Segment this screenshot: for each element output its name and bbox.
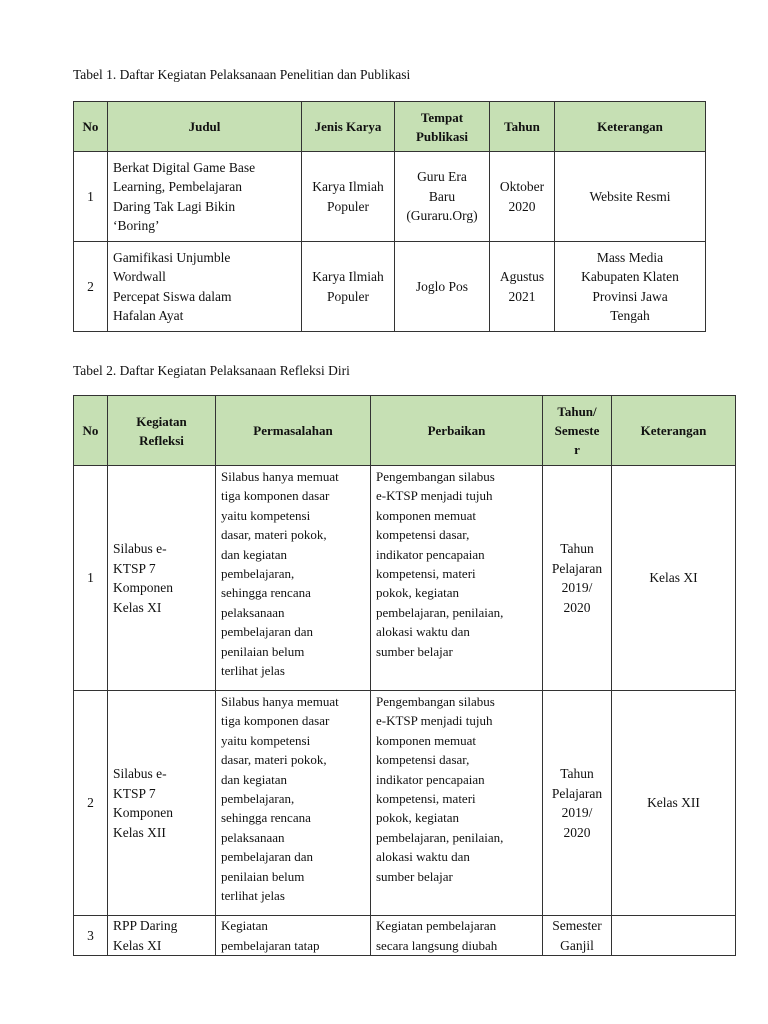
cell-perbaikan: Pengembangan silabus e-KTSP menjadi tujuh komponen memuat kompetensi dasar, indikator pencapaian kompetensi, materi pokok, kegiatan pembelajaran, penilaian, alokasi waktu dan sumber belajar: [371, 691, 543, 916]
header-tahun: Tahun: [490, 102, 555, 152]
cell-no: 2: [74, 242, 108, 332]
table1-header-row: [74, 102, 706, 152]
table-row: [74, 466, 736, 691]
table-row: [74, 242, 706, 332]
header-judul: Judul: [108, 102, 302, 152]
table2-header-row: [74, 396, 736, 466]
cell-kegiatan-refleksi: RPP Daring Kelas XI: [108, 916, 216, 956]
cell-judul: Berkat Digital Game Base Learning, Pembelajaran Daring Tak Lagi Bikin ‘Boring’: [108, 152, 302, 242]
cell-no: 3: [74, 916, 108, 956]
cell-jenis-karya: Karya Ilmiah Populer: [302, 152, 395, 242]
table-row: [74, 691, 736, 916]
header-no: No: [74, 396, 108, 466]
table-refleksi-diri: [73, 395, 736, 956]
cell-no: 2: [74, 691, 108, 916]
cell-tahun-semester: Semester Ganjil: [543, 916, 612, 956]
table-penelitian-publikasi: [73, 101, 706, 332]
header-perbaikan: Perbaikan: [371, 396, 543, 466]
header-jenis-karya: Jenis Karya: [302, 102, 395, 152]
cell-permasalahan: Kegiatan pembelajaran tatap: [216, 916, 371, 956]
table2-caption: Tabel 2. Daftar Kegiatan Pelaksanaan Refleksi Diri: [73, 363, 350, 378]
header-kegiatan-refleksi: Kegiatan Refleksi: [108, 396, 216, 466]
cell-permasalahan: Silabus hanya memuat tiga komponen dasar yaitu kompetensi dasar, materi pokok, dan kegiatan pembelajaran, sehingga rencana pelaksanaan pembelajaran dan penilaian belum terlihat jelas: [216, 466, 371, 691]
cell-perbaikan: Pengembangan silabus e-KTSP menjadi tujuh komponen memuat kompetensi dasar, indikator pencapaian kompetensi, materi pokok, kegiatan pembelajaran, penilaian, alokasi waktu dan sumber belajar: [371, 466, 543, 691]
header-keterangan: Keterangan: [612, 396, 736, 466]
cell-no: 1: [74, 152, 108, 242]
cell-keterangan: Kelas XI: [612, 466, 736, 691]
table1-caption: Tabel 1. Daftar Kegiatan Pelaksanaan Penelitian dan Publikasi: [73, 67, 411, 82]
cell-judul: Gamifikasi Unjumble Wordwall Percepat Siswa dalam Hafalan Ayat: [108, 242, 302, 332]
table-row: [74, 916, 736, 956]
cell-tempat-publikasi: Guru Era Baru (Guraru.Org): [395, 152, 490, 242]
cell-tahun-semester: Tahun Pelajaran 2019/ 2020: [543, 466, 612, 691]
cell-tempat-publikasi: Joglo Pos: [395, 242, 490, 332]
cell-perbaikan: Kegiatan pembelajaran secara langsung diubah: [371, 916, 543, 956]
cell-keterangan: Kelas XII: [612, 691, 736, 916]
table-row: [74, 152, 706, 242]
cell-tahun: Oktober 2020: [490, 152, 555, 242]
header-tempat-publikasi: Tempat Publikasi: [395, 102, 490, 152]
header-permasalahan: Permasalahan: [216, 396, 371, 466]
cell-tahun: Agustus 2021: [490, 242, 555, 332]
cell-kegiatan-refleksi: Silabus e- KTSP 7 Komponen Kelas XI: [108, 466, 216, 691]
header-tahun-semester: Tahun/ Semeste r: [543, 396, 612, 466]
cell-keterangan: Website Resmi: [555, 152, 706, 242]
cell-permasalahan: Silabus hanya memuat tiga komponen dasar yaitu kompetensi dasar, materi pokok, dan kegiatan pembelajaran, sehingga rencana pelaksanaan pembelajaran dan penilaian belum terlihat jelas: [216, 691, 371, 916]
cell-keterangan: Mass Media Kabupaten Klaten Provinsi Jawa Tengah: [555, 242, 706, 332]
cell-keterangan: [612, 916, 736, 956]
cell-jenis-karya: Karya Ilmiah Populer: [302, 242, 395, 332]
cell-kegiatan-refleksi: Silabus e- KTSP 7 Komponen Kelas XII: [108, 691, 216, 916]
cell-tahun-semester: Tahun Pelajaran 2019/ 2020: [543, 691, 612, 916]
cell-no: 1: [74, 466, 108, 691]
header-keterangan: Keterangan: [555, 102, 706, 152]
header-no: No: [74, 102, 108, 152]
